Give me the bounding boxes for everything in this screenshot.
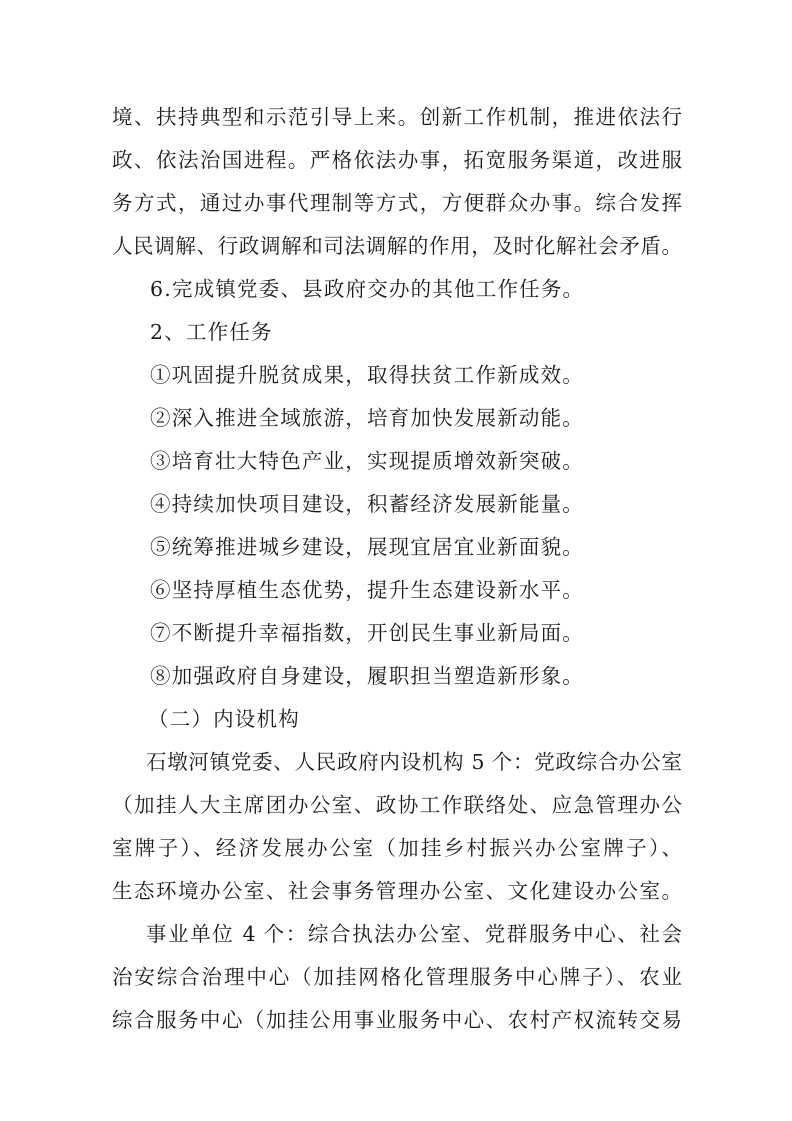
paragraph-line: 政、依法治国进程。严格依法办事，拓宽服务渠道，改进服	[112, 148, 682, 172]
paragraph-line: 综合服务中心（加挂公用事业服务中心、农村产权流转交易	[112, 1008, 682, 1032]
paragraph-line: 生态环境办公室、社会事务管理办公室、文化建设办公室。	[112, 879, 682, 903]
task-item: ④持续加快项目建设，积蓄经济发展新能量。	[150, 492, 584, 516]
paragraph-line: （加挂人大主席团办公室、政协工作联络处、应急管理办公	[112, 793, 682, 817]
section-heading: 2、工作任务	[150, 320, 273, 344]
paragraph-line: 6.完成镇党委、县政府交办的其他工作任务。	[150, 277, 585, 301]
paragraph-line: 务方式，通过办事代理制等方式，方便群众办事。综合发挥	[112, 191, 682, 215]
task-item: ⑧加强政府自身建设，履职担当塑造新形象。	[150, 664, 584, 688]
paragraph-line: 室牌子）、经济发展办公室（加挂乡村振兴办公室牌子）、	[112, 836, 682, 860]
task-item: ③培育壮大特色产业，实现提质增效新突破。	[150, 449, 584, 473]
paragraph-line: 人民调解、行政调解和司法调解的作用，及时化解社会矛盾。	[112, 234, 682, 258]
task-item: ②深入推进全域旅游，培育加快发展新动能。	[150, 406, 584, 430]
paragraph-line: 境、扶持典型和示范引导上来。创新工作机制，推进依法行	[112, 105, 682, 129]
task-item: ⑤统筹推进城乡建设，展现宜居宜业新面貌。	[150, 535, 584, 559]
paragraph-line: 石墩河镇党委、人民政府内设机构 5 个：党政综合办公室	[146, 750, 682, 774]
paragraph-line: 治安综合治理中心（加挂网格化管理服务中心牌子）、农业	[112, 965, 682, 989]
task-item: ⑥坚持厚植生态优势，提升生态建设新水平。	[150, 578, 584, 602]
task-item: ①巩固提升脱贫成果，取得扶贫工作新成效。	[150, 363, 584, 387]
task-item: ⑦不断提升幸福指数，开创民生事业新局面。	[150, 621, 584, 645]
section-heading: （二）内设机构	[148, 707, 300, 731]
paragraph-line: 事业单位 4 个：综合执法办公室、党群服务中心、社会	[146, 922, 682, 946]
